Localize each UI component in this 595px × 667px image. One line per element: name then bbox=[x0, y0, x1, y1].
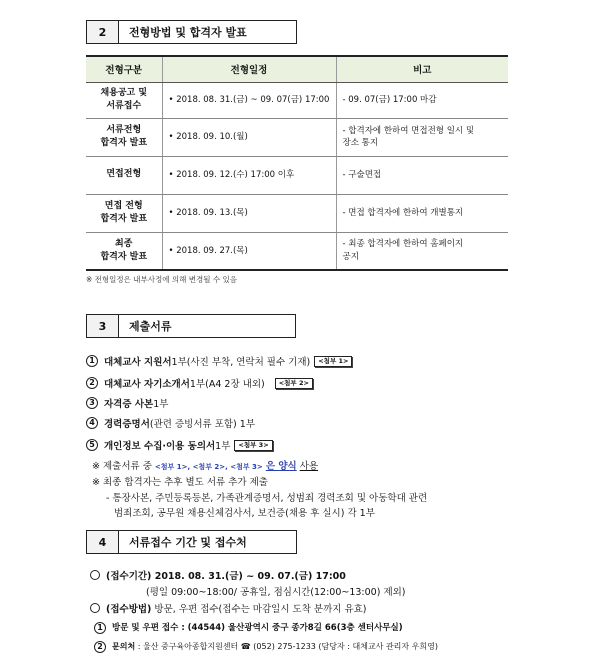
final-docs-note: ※ 최종 합격자는 추후 별도 서류 추가 제출 bbox=[92, 477, 268, 488]
item-detail: 1부(A4 2장 내외) bbox=[189, 379, 265, 390]
method-label: (접수방법) bbox=[106, 604, 152, 615]
cell-note: - 구술면접 bbox=[336, 156, 508, 194]
form-note bbox=[92, 458, 318, 472]
table-row bbox=[86, 232, 508, 270]
form-note-suffix: 사용 bbox=[299, 461, 319, 472]
cell-type: 최종 합격자 발표 bbox=[86, 232, 162, 270]
cell-type: 서류전형 합격자 발표 bbox=[86, 118, 162, 156]
section-title: 전형방법 및 합격자 발표 bbox=[119, 20, 297, 44]
item-name: 경력증명서 bbox=[104, 419, 150, 430]
section-3-header bbox=[86, 314, 296, 338]
cell-date: • 2018. 09. 13.(목) bbox=[162, 194, 336, 232]
item-detail: 1부 bbox=[215, 441, 231, 452]
table-row bbox=[86, 118, 508, 156]
item-number: 1 bbox=[94, 622, 106, 634]
item-name: 대체교사 자기소개서 bbox=[104, 379, 190, 390]
bullet-circle-icon bbox=[90, 603, 100, 613]
address-line bbox=[94, 621, 403, 634]
cell-date: • 2018. 09. 27.(목) bbox=[162, 232, 336, 270]
item-number: 1 bbox=[86, 355, 98, 367]
method-value: 방문, 우편 접수(접수는 마감일시 도착 분까지 유효) bbox=[151, 604, 367, 615]
table-row bbox=[86, 82, 508, 118]
section-title: 제출서류 bbox=[119, 314, 296, 338]
section-title: 서류접수 기간 및 접수처 bbox=[119, 530, 297, 554]
document-item bbox=[86, 416, 255, 430]
item-detail: 1부(사진 부착, 연락처 필수 기재) bbox=[171, 357, 311, 368]
schedule-footnote: ※ 전형일정은 내부사정에 의해 변경될 수 있음 bbox=[86, 275, 237, 284]
item-number: 3 bbox=[86, 397, 98, 409]
period-label: (접수기간) bbox=[106, 571, 152, 582]
item-detail: (관련 증빙서류 포함) 1부 bbox=[149, 419, 256, 430]
col-header-note: 비고 bbox=[336, 56, 508, 82]
section-2-header bbox=[86, 20, 297, 44]
item-number: 2 bbox=[86, 377, 98, 389]
document-item bbox=[86, 354, 352, 368]
contact-line bbox=[94, 641, 438, 653]
document-item bbox=[86, 438, 273, 452]
address-text: 방문 및 우편 접수 : (44544) 울산광역시 중구 종가8길 66(3층 센터사무실) bbox=[112, 623, 403, 633]
attachment-badge: <첨부 2> bbox=[275, 378, 313, 389]
item-number: 4 bbox=[86, 417, 98, 429]
document-item bbox=[86, 376, 313, 390]
document-item bbox=[86, 396, 168, 410]
item-name: 자격증 사본 bbox=[104, 399, 154, 410]
contact-value: : 울산 중구육아종합지원센터 ☎ (052) 275-1233 (담당자 : 대체교사 관리자 우희영) bbox=[135, 642, 438, 651]
attachment-badge: <첨부 3> bbox=[234, 440, 272, 451]
table-row bbox=[86, 194, 508, 232]
section-number: 2 bbox=[86, 20, 119, 44]
period-value: 2018. 08. 31.(금) ~ 09. 07.(금) 17:00 bbox=[151, 571, 346, 582]
cell-note: - 합격자에 한하여 면접전형 일시 및 장소 통지 bbox=[336, 118, 508, 156]
item-name: 대체교사 지원서 bbox=[104, 357, 172, 368]
section-number: 3 bbox=[86, 314, 119, 338]
cell-date: • 2018. 09. 10.(월) bbox=[162, 118, 336, 156]
form-note-strong: 은 양식 bbox=[265, 461, 297, 472]
schedule-table bbox=[86, 55, 508, 271]
cell-note: - 09. 07(금) 17:00 마감 bbox=[336, 82, 508, 118]
section-number: 4 bbox=[86, 530, 119, 554]
section-4-header bbox=[86, 530, 297, 554]
period-line bbox=[90, 568, 346, 582]
cell-type: 채용공고 및 서류접수 bbox=[86, 82, 162, 118]
item-detail: 1부 bbox=[153, 399, 169, 410]
cell-date: • 2018. 09. 12.(수) 17:00 이후 bbox=[162, 156, 336, 194]
item-number: 5 bbox=[86, 439, 98, 451]
cell-type: 면접 전형 합격자 발표 bbox=[86, 194, 162, 232]
final-docs-list-line2: 범죄조회, 공무원 채용신체검사서, 보건증(채용 후 실시) 각 1부 bbox=[114, 508, 375, 519]
cell-date: • 2018. 08. 31.(금) ~ 09. 07(금) 17:00 bbox=[162, 82, 336, 118]
bullet-circle-icon bbox=[90, 570, 100, 580]
cell-note: - 최종 합격자에 한하여 홈페이지 공지 bbox=[336, 232, 508, 270]
item-number: 2 bbox=[94, 641, 106, 653]
form-note-refs: <첨부 1>, <첨부 2>, <첨부 3> bbox=[154, 463, 263, 471]
col-header-date: 전형일정 bbox=[162, 56, 336, 82]
period-sub: (평일 09:00~18:00/ 공휴일, 점심시간(12:00~13:00) 제외) bbox=[146, 587, 406, 598]
form-note-prefix: ※ 제출서류 중 bbox=[92, 461, 155, 472]
cell-note: - 면접 합격자에 한하여 개별통지 bbox=[336, 194, 508, 232]
final-docs-list-line1: - 통장사본, 주민등록등본, 가족관계증명서, 성범죄 경력조회 및 아동학대 관련 bbox=[106, 493, 428, 504]
method-line bbox=[90, 601, 367, 615]
cell-type: 면접전형 bbox=[86, 156, 162, 194]
table-row bbox=[86, 156, 508, 194]
contact-label: 문의처 bbox=[112, 642, 136, 651]
col-header-type: 전형구분 bbox=[86, 56, 162, 82]
attachment-badge: <첨부 1> bbox=[314, 356, 352, 367]
item-name: 개인정보 수집·이용 동의서 bbox=[104, 441, 216, 452]
